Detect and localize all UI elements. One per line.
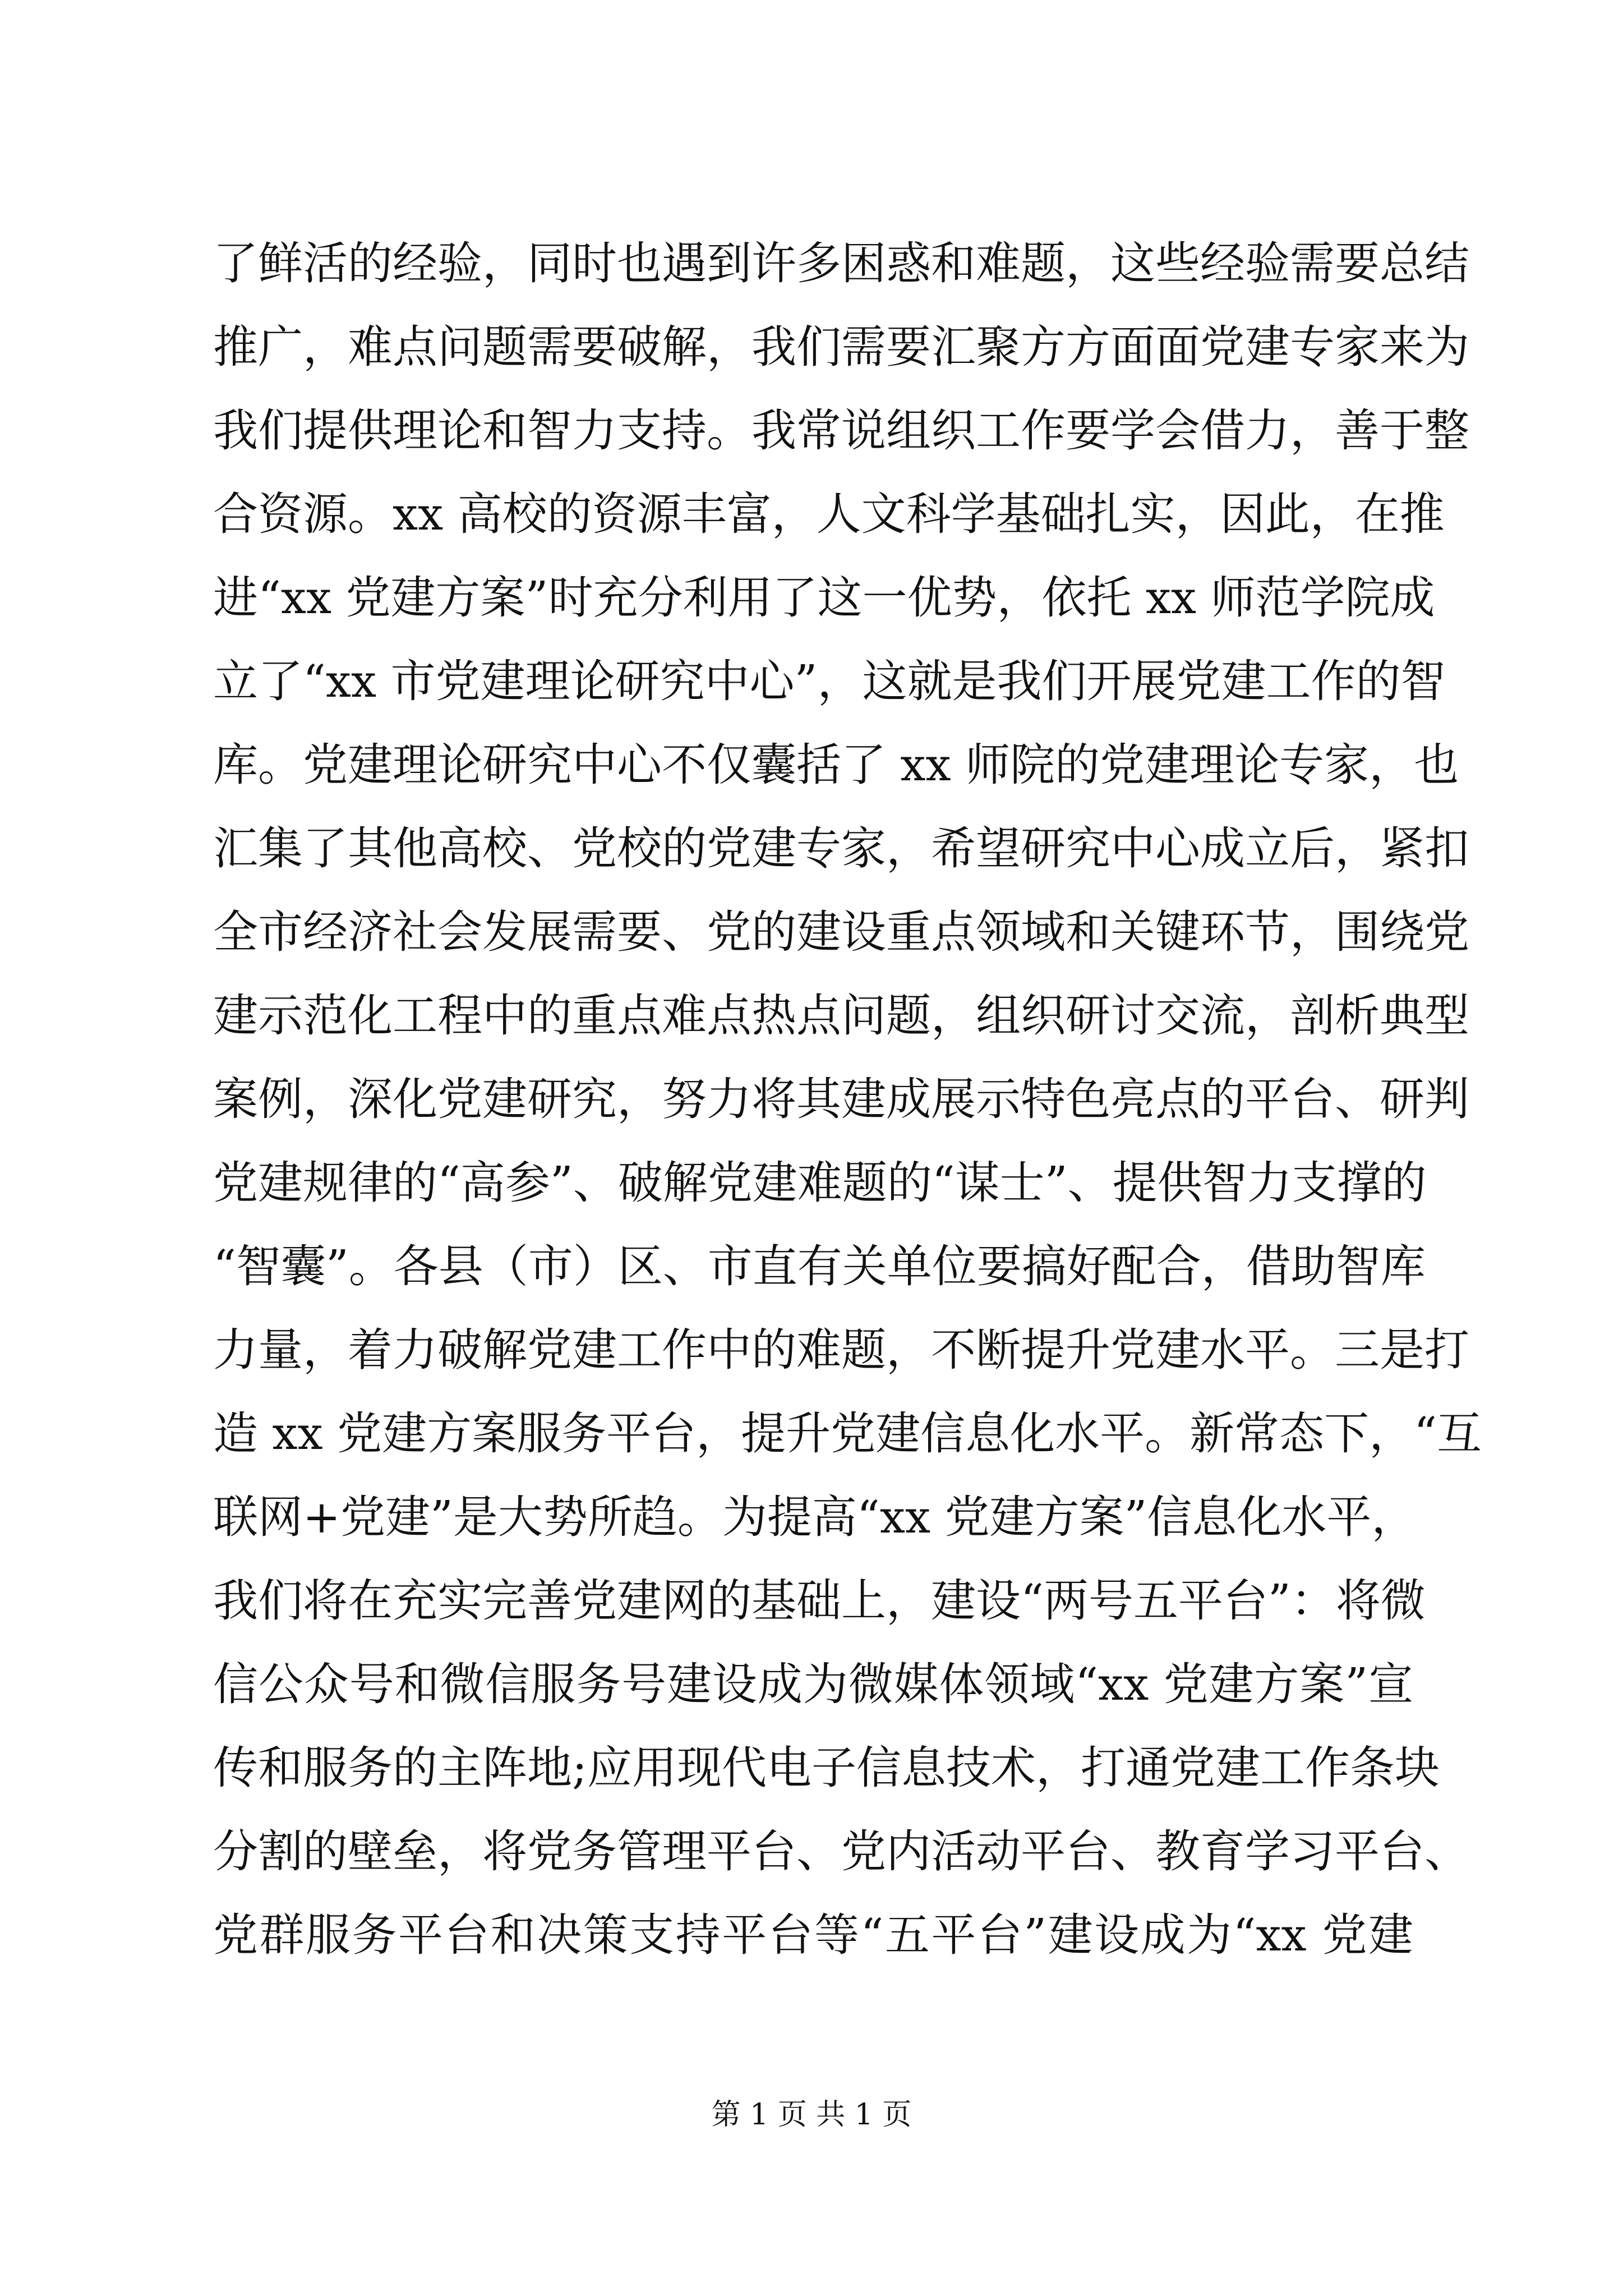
text-line: 分割的壁垒，将党务管理平台、党内活动平台、教育学习平台、 xyxy=(213,1825,1469,1878)
text-line: 我们将在充实完善党建网的基础上，建设“两号五平台”：将微 xyxy=(213,1575,1426,1627)
text-line: 联网+党建”是大势所趋。为提高“xx 党建方案”信息化水平， xyxy=(213,1491,1417,1543)
text-line: 汇集了其他高校、党校的党建专家，希望研究中心成立后，紧扣 xyxy=(213,822,1469,875)
text-line: 立了“xx 市党建理论研究中心”，这就是我们开展党建工作的智 xyxy=(213,655,1446,707)
text-line: 传和服务的主阵地;应用现代电子信息技术，打通党建工作条块 xyxy=(213,1742,1440,1794)
text-line: 全市经济社会发展需要、党的建设重点领域和关键环节，围绕党 xyxy=(213,906,1469,958)
text-line: “智囊”。各县（市）区、市直有关单位要搞好配合，借助智库 xyxy=(213,1240,1426,1292)
text-line: 合资源。xx 高校的资源丰富，人文科学基础扎实，因此，在推 xyxy=(213,488,1445,540)
text-line: 进“xx 党建方案”时充分利用了这一优势，依托 xx 师范学院成 xyxy=(213,572,1435,624)
text-line: 我们提供理论和智力支持。我常说组织工作要学会借力，善于整 xyxy=(213,404,1469,457)
text-line: 党建规律的“高参”、破解党建难题的“谋士”、提供智力支撑的 xyxy=(213,1157,1427,1209)
text-line: 党群服务平台和决策支持平台等“五平台”建设成为“xx 党建 xyxy=(213,1909,1413,1961)
text-line: 了鲜活的经验，同时也遇到许多困惑和难题，这些经验需要总结 xyxy=(213,237,1469,289)
text-line: 信公众号和微信服务号建设成为微媒体领域“xx 党建方案”宣 xyxy=(213,1658,1413,1710)
page-number-footer: 第 1 页 共 1 页 xyxy=(711,2098,912,2132)
text-line: 案例，深化党建研究，努力将其建成展示特色亮点的平台、研判 xyxy=(213,1073,1469,1125)
text-line: 库。党建理论研究中心不仅囊括了 xx 师院的党建理论专家，也 xyxy=(213,739,1459,791)
text-line: 力量，着力破解党建工作中的难题，不断提升党建水平。三是打 xyxy=(213,1324,1469,1376)
text-line: 推广，难点问题需要破解，我们需要汇聚方方面面党建专家来为 xyxy=(213,321,1469,373)
text-line: 建示范化工程中的重点难点热点问题，组织研讨交流，剖析典型 xyxy=(213,990,1469,1042)
text-line: 造 xx 党建方案服务平台，提升党建信息化水平。新常态下，“互 xyxy=(213,1407,1482,1460)
